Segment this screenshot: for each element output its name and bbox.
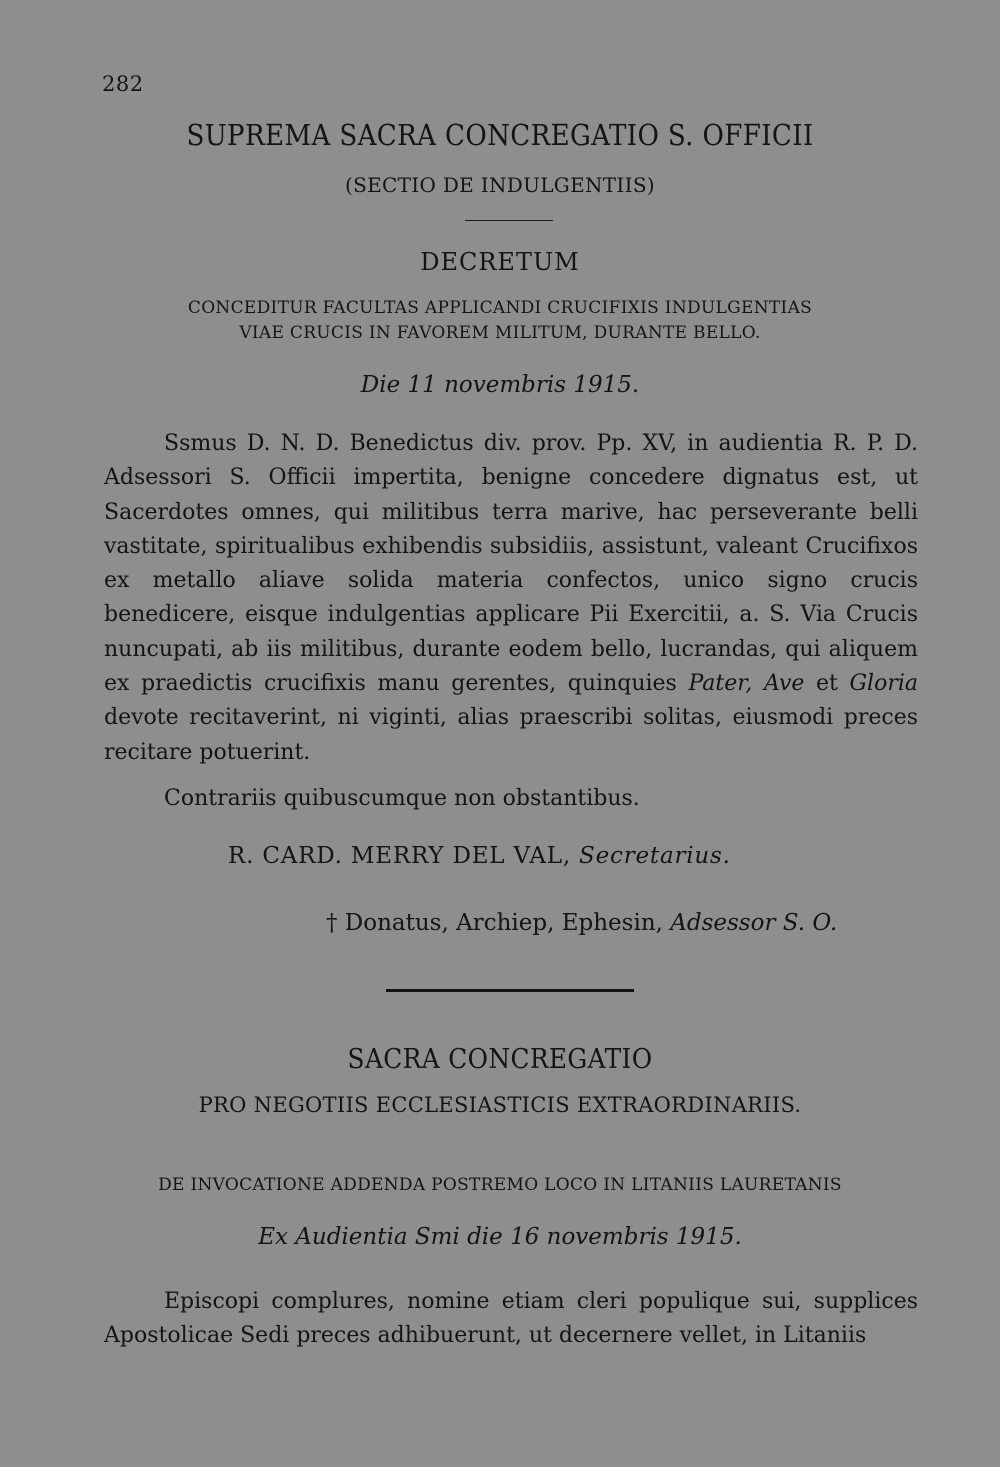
section-2-heading: DE INVOCATIONE ADDENDA POSTREMO LOCO IN LITANIIS LAURETANIS: [158, 1175, 842, 1195]
short-divider: [465, 220, 553, 221]
body-italic-gloria: Gloria: [849, 671, 918, 697]
decree-heading: DECRETUM: [420, 248, 580, 276]
section-2-subtitle: PRO NEGOTIIS ECCLESIASTICIS EXTRAORDINARIIS.: [198, 1093, 802, 1117]
body-italic-pater: Pater,: [688, 671, 753, 697]
body-text-part-3: et: [804, 671, 850, 697]
signature-assessor-title: Adsessor S. O.: [670, 910, 838, 936]
decree-body-paragraph: [104, 427, 918, 770]
section-2-body-text: Episcopi complures, nomine etiam cleri populique sui, supplices Apostolicae Sedi preces adhibuerunt, ut decernere vellet, in Litaniis: [104, 1289, 918, 1349]
section-divider: [386, 989, 634, 992]
section-2-body-paragraph: [104, 1285, 918, 1354]
section-2-title: SACRA CONCREGATIO: [347, 1044, 653, 1075]
signature-secretary-name: R. CARD. MERRY DEL VAL,: [228, 843, 580, 869]
page-number: 282: [102, 72, 144, 96]
signature-assessor: [326, 910, 837, 936]
body-text-part-2: [752, 671, 764, 696]
signature-assessor-name: † Donatus, Archiep, Ephesin,: [326, 910, 671, 936]
body-text-part-4: devote recitaverint, ni viginti, alias praescribi solitas, eiusmodi preces recitare potuerint.: [104, 705, 918, 765]
section-1-subtitle: (SECTIO DE INDULGENTIIS): [345, 173, 655, 197]
decree-date: Die 11 novembris 1915.: [360, 372, 640, 398]
section-2-date: Ex Audientia Smi die 16 novembris 1915.: [258, 1224, 742, 1250]
section-1-title: SUPREMA SACRA CONCREGATIO S. OFFICII: [186, 118, 814, 152]
body-text-part-1: Ssmus D. N. D. Benedictus div. prov. Pp. XV, in audientia R. P. D. Adsessori S. Officii impertita, benigne concedere dignatus est, ut Sacerdotes omnes, qui militibus terra marive, hac perseverante belli vastitate, spiritualibus exhibendis subsidiis, assistunt, valeant Crucifixos ex metallo aliave solida materia confectos, unico signo crucis benedicere, eisque indulgentias applicare Pii Exercitii, a. S. Via Crucis nuncupati, ab iis militibus, durante eodem bello, lucrandas, qui aliquem ex praedictis crucifixis manu gerentes, quinquies: [104, 431, 918, 697]
body-italic-ave: Ave: [763, 671, 805, 697]
decree-caption-line-1: CONCEDITUR FACULTAS APPLICANDI CRUCIFIXIS INDULGENTIAS: [187, 298, 813, 318]
signature-secretary-title: Secretarius.: [579, 843, 731, 869]
signature-secretary: [228, 843, 731, 869]
decree-closing: Contrariis quibuscumque non obstantibus.: [164, 786, 640, 811]
decree-caption-line-2: VIAE CRUCIS IN FAVOREM MILITUM, DURANTE BELLO.: [239, 323, 761, 343]
